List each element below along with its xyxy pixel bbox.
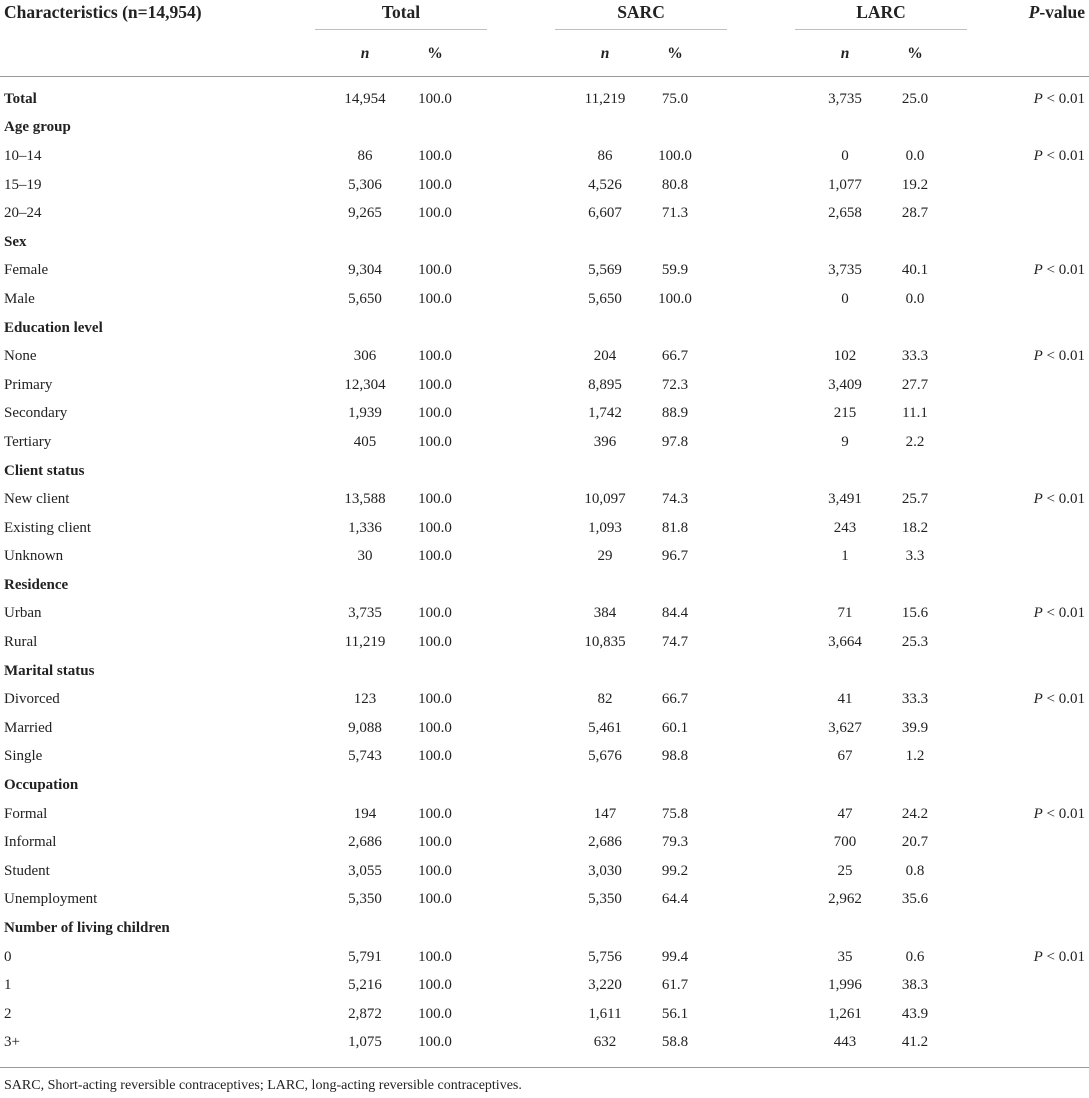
cell-sarc-pct: 60.1 xyxy=(661,719,689,736)
cell-sarc-pct: 74.3 xyxy=(661,491,689,508)
cell-total-pct: 100.0 xyxy=(418,748,452,765)
cell-sarc-pct: 66.7 xyxy=(661,348,689,365)
cell-p-value xyxy=(975,1029,1089,1058)
cell-sarc-n: 3,030 xyxy=(588,862,622,879)
cell-p-value xyxy=(975,1000,1089,1029)
cell-larc-n: 2,658 xyxy=(828,205,862,222)
table-row xyxy=(0,543,1089,572)
cell-larc-pct: 33.3 xyxy=(901,691,929,708)
header-p-suffix: -value xyxy=(1039,2,1086,22)
cell-p-value xyxy=(975,257,1089,286)
p-italic: P xyxy=(1033,90,1043,107)
cell-larc-n: 67 xyxy=(837,748,853,765)
row-label: 15–19 xyxy=(4,176,42,193)
cell-total-n: 5,791 xyxy=(348,948,382,965)
cell-total-pct: 100.0 xyxy=(418,834,452,851)
section-header-row xyxy=(0,771,1089,800)
cell-larc-pct: 0.0 xyxy=(905,147,925,164)
cell-sarc-n: 6,607 xyxy=(588,205,622,222)
cell-p-value xyxy=(975,400,1089,429)
cell-larc-pct: 28.7 xyxy=(901,205,929,222)
cell-larc-pct: 24.2 xyxy=(901,805,929,822)
spacer-row xyxy=(0,77,1089,85)
table-row xyxy=(0,257,1089,286)
row-label: Student xyxy=(4,862,50,879)
cell-total-n: 9,304 xyxy=(348,262,382,279)
cell-larc-n: 243 xyxy=(833,519,857,536)
p-value-text: < 0.01 xyxy=(1046,90,1086,107)
table-row xyxy=(0,85,1089,114)
cell-total-pct: 100.0 xyxy=(418,376,452,393)
row-label: Unemployment xyxy=(4,891,98,908)
p-italic: P xyxy=(1033,948,1043,965)
row-label: 0 xyxy=(4,948,12,965)
p-value-text: < 0.01 xyxy=(1046,348,1086,365)
cell-larc-pct: 25.7 xyxy=(901,491,929,508)
cell-p-value xyxy=(975,428,1089,457)
cell-total-pct: 100.0 xyxy=(418,205,452,222)
cell-total-pct: 100.0 xyxy=(418,634,452,651)
cell-total-pct: 100.0 xyxy=(418,262,452,279)
header-p-value xyxy=(975,0,1089,32)
cell-larc-n: 41 xyxy=(837,691,853,708)
header-blank-p xyxy=(975,32,1089,77)
table-row xyxy=(0,1029,1089,1058)
header-blank xyxy=(0,32,255,77)
cell-larc-pct: 39.9 xyxy=(901,719,929,736)
cell-sarc-n: 5,569 xyxy=(588,262,622,279)
cell-larc-n: 3,664 xyxy=(828,634,862,651)
cell-total-pct: 100.0 xyxy=(418,862,452,879)
p-italic: P xyxy=(1033,348,1043,365)
table-row xyxy=(0,428,1089,457)
cell-larc-pct: 0.6 xyxy=(905,948,925,965)
cell-p-value xyxy=(975,828,1089,857)
cell-total-pct: 100.0 xyxy=(418,147,452,164)
cell-total-n: 1,075 xyxy=(348,1034,382,1051)
p-value-text: < 0.01 xyxy=(1046,491,1086,508)
cell-total-pct: 100.0 xyxy=(418,405,452,422)
p-italic: P xyxy=(1033,691,1043,708)
cell-p-value xyxy=(975,85,1089,114)
cell-sarc-pct: 59.9 xyxy=(661,262,689,279)
cell-larc-pct: 0.8 xyxy=(905,862,925,879)
header-total-pct: % xyxy=(427,45,443,62)
cell-p-value xyxy=(975,685,1089,714)
table-row xyxy=(0,971,1089,1000)
cell-p-value xyxy=(975,943,1089,972)
cell-total-n: 30 xyxy=(357,548,373,565)
header-total-label: Total xyxy=(315,2,487,30)
cell-p-value xyxy=(975,285,1089,314)
cell-larc-pct: 0.0 xyxy=(905,290,925,307)
cell-larc-pct: 27.7 xyxy=(901,376,929,393)
header-total xyxy=(255,0,495,32)
cell-sarc-n: 29 xyxy=(597,548,613,565)
header-sarc-label: SARC xyxy=(555,2,727,30)
cell-larc-pct: 41.2 xyxy=(901,1034,929,1051)
cell-total-n: 123 xyxy=(353,691,377,708)
p-italic: P xyxy=(1033,805,1043,822)
p-value-text: < 0.01 xyxy=(1046,805,1086,822)
table-row xyxy=(0,199,1089,228)
cell-total-n: 5,216 xyxy=(348,977,382,994)
table-row xyxy=(0,743,1089,772)
row-label: Tertiary xyxy=(4,433,52,450)
cell-larc-n: 3,735 xyxy=(828,90,862,107)
header-larc-n: n xyxy=(840,45,850,62)
table-row xyxy=(0,943,1089,972)
cell-total-pct: 100.0 xyxy=(418,433,452,450)
cell-p-value xyxy=(975,714,1089,743)
cell-total-n: 5,743 xyxy=(348,748,382,765)
section-header-row xyxy=(0,914,1089,943)
cell-total-n: 2,686 xyxy=(348,834,382,851)
cell-p-value xyxy=(975,371,1089,400)
section-label: Client status xyxy=(4,462,85,479)
cell-total-n: 194 xyxy=(353,805,377,822)
cell-larc-n: 1,077 xyxy=(828,176,862,193)
cell-larc-n: 700 xyxy=(833,834,857,851)
cell-total-n: 5,350 xyxy=(348,891,382,908)
cell-p-value xyxy=(975,142,1089,171)
cell-sarc-pct: 80.8 xyxy=(661,176,689,193)
cell-larc-n: 443 xyxy=(833,1034,857,1051)
cell-larc-pct: 35.6 xyxy=(901,891,929,908)
cell-total-n: 9,088 xyxy=(348,719,382,736)
cell-sarc-pct: 96.7 xyxy=(661,548,689,565)
section-header-row xyxy=(0,228,1089,257)
cell-larc-pct: 3.3 xyxy=(905,548,925,565)
cell-sarc-n: 5,350 xyxy=(588,891,622,908)
cell-larc-n: 3,735 xyxy=(828,262,862,279)
cell-total-pct: 100.0 xyxy=(418,519,452,536)
section-label: Age group xyxy=(4,119,71,136)
cell-p-value xyxy=(975,199,1089,228)
cell-sarc-pct: 88.9 xyxy=(661,405,689,422)
cell-total-pct: 100.0 xyxy=(418,891,452,908)
section-label: Sex xyxy=(4,233,27,250)
cell-p-value xyxy=(975,485,1089,514)
cell-sarc-pct: 84.4 xyxy=(661,605,689,622)
cell-larc-n: 0 xyxy=(841,290,849,307)
cell-larc-pct: 25.3 xyxy=(901,634,929,651)
cell-sarc-n: 396 xyxy=(593,433,617,450)
row-label: Married xyxy=(4,719,53,736)
cell-total-pct: 100.0 xyxy=(418,491,452,508)
section-header-row xyxy=(0,657,1089,686)
header-row-1 xyxy=(0,0,1089,32)
cell-larc-pct: 18.2 xyxy=(901,519,929,536)
cell-p-value xyxy=(975,171,1089,200)
cell-larc-pct: 20.7 xyxy=(901,834,929,851)
cell-sarc-n: 632 xyxy=(593,1034,617,1051)
cell-larc-n: 1,261 xyxy=(828,1005,862,1022)
cell-sarc-pct: 99.2 xyxy=(661,862,689,879)
cell-larc-n: 35 xyxy=(837,948,853,965)
cell-larc-pct: 11.1 xyxy=(902,405,928,422)
cell-sarc-n: 5,650 xyxy=(588,290,622,307)
section-header-row xyxy=(0,114,1089,143)
cell-sarc-pct: 74.7 xyxy=(661,634,689,651)
cell-sarc-pct: 98.8 xyxy=(661,748,689,765)
row-label: 2 xyxy=(4,1005,12,1022)
cell-larc-pct: 43.9 xyxy=(901,1005,929,1022)
cell-sarc-pct: 58.8 xyxy=(661,1034,689,1051)
cell-p-value xyxy=(975,342,1089,371)
cell-sarc-n: 86 xyxy=(597,147,613,164)
row-label: 3+ xyxy=(4,1034,20,1051)
cell-larc-pct: 33.3 xyxy=(901,348,929,365)
cell-sarc-pct: 81.8 xyxy=(661,519,689,536)
table-footnote: SARC, Short-acting reversible contraceptives; LARC, long-acting reversible contraceptives. xyxy=(4,1077,522,1093)
section-label: Marital status xyxy=(4,662,95,679)
row-label: Female xyxy=(4,262,49,279)
cell-larc-n: 3,627 xyxy=(828,719,862,736)
cell-sarc-pct: 99.4 xyxy=(661,948,689,965)
row-label: Secondary xyxy=(4,405,68,422)
table-row xyxy=(0,685,1089,714)
cell-larc-n: 102 xyxy=(833,348,857,365)
row-label: Primary xyxy=(4,376,53,393)
cell-p-value xyxy=(975,514,1089,543)
table-row xyxy=(0,142,1089,171)
section-header-row xyxy=(0,571,1089,600)
table-row xyxy=(0,342,1089,371)
row-label: Rural xyxy=(4,634,38,651)
cell-sarc-n: 10,097 xyxy=(584,491,626,508)
header-row-2 xyxy=(0,32,1089,77)
section-label: Occupation xyxy=(4,777,79,794)
table-row xyxy=(0,171,1089,200)
cell-sarc-n: 82 xyxy=(597,691,613,708)
cell-sarc-pct: 100.0 xyxy=(658,147,692,164)
p-italic: P xyxy=(1033,491,1043,508)
row-label: Total xyxy=(4,90,37,107)
cell-total-n: 5,306 xyxy=(348,176,382,193)
cell-larc-pct: 15.6 xyxy=(901,605,929,622)
table-row xyxy=(0,514,1089,543)
cell-total-pct: 100.0 xyxy=(418,348,452,365)
cell-total-n: 1,939 xyxy=(348,405,382,422)
cell-total-pct: 100.0 xyxy=(418,90,452,107)
table-body xyxy=(0,85,1089,1057)
row-label: 10–14 xyxy=(4,147,42,164)
cell-sarc-pct: 61.7 xyxy=(661,977,689,994)
cell-p-value xyxy=(975,800,1089,829)
cell-total-n: 1,336 xyxy=(348,519,382,536)
cell-p-value xyxy=(975,971,1089,1000)
table-row xyxy=(0,857,1089,886)
row-label: New client xyxy=(4,491,70,508)
cell-total-n: 14,954 xyxy=(344,90,386,107)
cell-total-pct: 100.0 xyxy=(418,548,452,565)
cell-total-pct: 100.0 xyxy=(418,1005,452,1022)
p-italic: P xyxy=(1033,605,1043,622)
cell-sarc-pct: 64.4 xyxy=(661,891,689,908)
cell-sarc-n: 8,895 xyxy=(588,376,622,393)
cell-larc-pct: 40.1 xyxy=(901,262,929,279)
row-label: 20–24 xyxy=(4,205,42,222)
cell-total-n: 405 xyxy=(353,433,377,450)
cell-larc-n: 3,491 xyxy=(828,491,862,508)
cell-larc-n: 3,409 xyxy=(828,376,862,393)
cell-sarc-n: 3,220 xyxy=(588,977,622,994)
cell-p-value xyxy=(975,543,1089,572)
cell-larc-pct: 25.0 xyxy=(901,90,929,107)
cell-total-pct: 100.0 xyxy=(418,290,452,307)
p-italic: P xyxy=(1033,147,1043,164)
table-row xyxy=(0,371,1089,400)
row-label: Unknown xyxy=(4,548,64,565)
footer-rule xyxy=(0,1067,1089,1068)
header-total-n: n xyxy=(360,45,370,62)
cell-p-value xyxy=(975,857,1089,886)
cell-total-n: 11,219 xyxy=(344,634,386,651)
cell-sarc-n: 11,219 xyxy=(584,90,626,107)
row-label: 1 xyxy=(4,977,12,994)
cell-larc-n: 215 xyxy=(833,405,857,422)
cell-sarc-n: 147 xyxy=(593,805,617,822)
cell-sarc-pct: 75.8 xyxy=(661,805,689,822)
table-row xyxy=(0,886,1089,915)
cell-total-pct: 100.0 xyxy=(418,948,452,965)
cell-larc-n: 1,996 xyxy=(828,977,862,994)
cell-p-value xyxy=(975,886,1089,915)
section-header-row xyxy=(0,314,1089,343)
cell-sarc-n: 5,756 xyxy=(588,948,622,965)
table-row xyxy=(0,285,1089,314)
table-row xyxy=(0,800,1089,829)
header-larc xyxy=(735,0,975,32)
table-row xyxy=(0,485,1089,514)
cell-total-n: 3,735 xyxy=(348,605,382,622)
cell-p-value xyxy=(975,743,1089,772)
p-value-text: < 0.01 xyxy=(1046,691,1086,708)
table-row xyxy=(0,714,1089,743)
header-larc-label: LARC xyxy=(795,2,967,30)
row-label: Divorced xyxy=(4,691,60,708)
cell-sarc-n: 4,526 xyxy=(588,176,622,193)
row-label: Existing client xyxy=(4,519,92,536)
table-row xyxy=(0,828,1089,857)
cell-sarc-pct: 79.3 xyxy=(661,834,689,851)
cell-total-n: 2,872 xyxy=(348,1005,382,1022)
cell-total-pct: 100.0 xyxy=(418,719,452,736)
cell-larc-n: 0 xyxy=(841,147,849,164)
p-value-text: < 0.01 xyxy=(1046,605,1086,622)
cell-larc-n: 71 xyxy=(837,605,853,622)
cell-sarc-n: 10,835 xyxy=(584,634,626,651)
cell-total-pct: 100.0 xyxy=(418,977,452,994)
cell-total-n: 306 xyxy=(353,348,377,365)
cell-sarc-n: 2,686 xyxy=(588,834,622,851)
p-value-text: < 0.01 xyxy=(1046,147,1086,164)
section-header-row xyxy=(0,457,1089,486)
row-label: Formal xyxy=(4,805,48,822)
row-label: Single xyxy=(4,748,43,765)
table-row xyxy=(0,628,1089,657)
table-row xyxy=(0,1000,1089,1029)
cell-total-n: 9,265 xyxy=(348,205,382,222)
cell-larc-n: 9 xyxy=(841,433,849,450)
cell-sarc-n: 204 xyxy=(593,348,617,365)
cell-sarc-pct: 72.3 xyxy=(661,376,689,393)
cell-larc-n: 47 xyxy=(837,805,853,822)
cell-total-pct: 100.0 xyxy=(418,691,452,708)
cell-sarc-pct: 71.3 xyxy=(661,205,689,222)
cell-sarc-pct: 56.1 xyxy=(661,1005,689,1022)
p-value-text: < 0.01 xyxy=(1046,262,1086,279)
header-larc-pct: % xyxy=(907,45,923,62)
table-row xyxy=(0,400,1089,429)
cell-larc-n: 2,962 xyxy=(828,891,862,908)
section-label: Education level xyxy=(4,319,103,336)
header-p-italic: P xyxy=(1028,2,1040,22)
cell-sarc-n: 1,611 xyxy=(588,1005,622,1022)
cell-total-n: 13,588 xyxy=(344,491,386,508)
cell-sarc-n: 5,676 xyxy=(588,748,622,765)
cell-larc-n: 1 xyxy=(841,548,849,565)
row-label: Informal xyxy=(4,834,57,851)
section-label: Number of living children xyxy=(4,920,170,937)
row-label: Urban xyxy=(4,605,42,622)
section-label: Residence xyxy=(4,576,69,593)
cell-sarc-n: 1,742 xyxy=(588,405,622,422)
cell-total-pct: 100.0 xyxy=(418,1034,452,1051)
cell-total-pct: 100.0 xyxy=(418,605,452,622)
cell-total-pct: 100.0 xyxy=(418,805,452,822)
cell-p-value xyxy=(975,600,1089,629)
header-sarc-pct: % xyxy=(667,45,683,62)
cell-total-pct: 100.0 xyxy=(418,176,452,193)
cell-total-n: 5,650 xyxy=(348,290,382,307)
cell-sarc-pct: 97.8 xyxy=(661,433,689,450)
cell-total-n: 3,055 xyxy=(348,862,382,879)
cell-sarc-pct: 66.7 xyxy=(661,691,689,708)
header-characteristics: Characteristics (n=14,954) xyxy=(4,2,202,22)
table-row xyxy=(0,600,1089,629)
p-italic: P xyxy=(1033,262,1043,279)
cell-larc-pct: 38.3 xyxy=(901,977,929,994)
row-label: Male xyxy=(4,290,35,307)
p-value-text: < 0.01 xyxy=(1046,948,1086,965)
cell-sarc-n: 5,461 xyxy=(588,719,622,736)
cell-total-n: 86 xyxy=(357,147,373,164)
cell-p-value xyxy=(975,628,1089,657)
cell-total-n: 12,304 xyxy=(344,376,386,393)
cell-larc-pct: 1.2 xyxy=(905,748,925,765)
cell-larc-pct: 2.2 xyxy=(905,433,925,450)
cell-sarc-n: 384 xyxy=(593,605,617,622)
cell-sarc-pct: 100.0 xyxy=(658,290,692,307)
row-label: None xyxy=(4,348,37,365)
cell-sarc-pct: 75.0 xyxy=(661,90,689,107)
header-sarc xyxy=(495,0,735,32)
cell-larc-n: 25 xyxy=(837,862,853,879)
cell-sarc-n: 1,093 xyxy=(588,519,622,536)
header-sarc-n: n xyxy=(600,45,610,62)
spacer-row-bottom xyxy=(0,1057,1089,1067)
cell-larc-pct: 19.2 xyxy=(901,176,929,193)
